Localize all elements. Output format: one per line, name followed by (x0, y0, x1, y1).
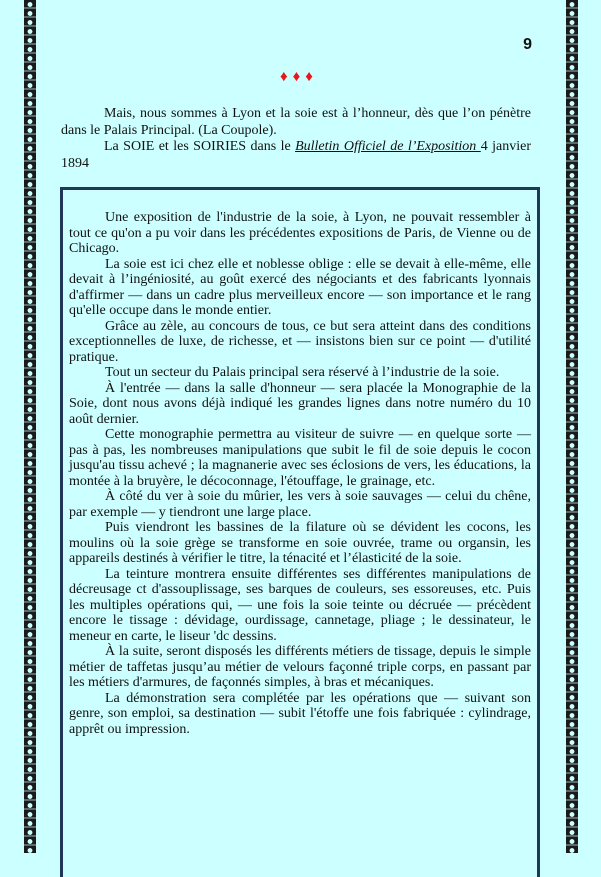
article-paragraph: La teinture montrera ensuite différentes ses différentes manipulations de décreusage ct d'assouplissage, ses barques de couleurs, ses essoreuses, etc. Puis les multiples opérations qui, — une fois la soie teinte ou décruée — précèdent encore le tissage : dévidage, ourdissage, cannetage, pliage ; le dessinateur, le meneur en carte, le liseur 'dc dessins. (69, 566, 531, 644)
intro-text (61, 106, 531, 172)
page-number: 9 (523, 36, 532, 53)
bulletin-title-link[interactable]: Bulletin Officiel de l’Exposition (295, 139, 481, 154)
article-paragraph: Grâce au zèle, au concours de tous, ce but sera atteint dans des conditions exceptionnelles de luxe, de richesse, et — insistons bien sur ce point — d'utilité pratique. (69, 318, 531, 365)
intro-source-prefix: La SOIE et les SOIRIES dans le (104, 139, 296, 154)
intro-paragraph-1: Mais, nous sommes à Lyon et la soie est à l’honneur, dès que l’on pénètre dans le Palais Principal. (La Coupole). (61, 106, 531, 138)
article-paragraph: Tout un secteur du Palais principal sera réservé à l’industrie de la soie. (105, 365, 500, 380)
article-paragraph: Une exposition de l'industrie de la soie, à Lyon, ne pouvait ressembler à tout ce qu'on a pu voir dans les précédentes expositions de Paris, de Vienne ou de Chicago. (69, 210, 531, 256)
intro-paragraph-2 (61, 139, 531, 172)
article-paragraph: À l'entrée — dans la salle d'honneur — sera placée la Monographie de la Soie, dont nous avons déjà indiqué les grandes lignes dans notre numéro du 10 août dernier. (69, 380, 531, 427)
decorative-border-left (24, 0, 36, 853)
article-paragraph: Puis viendront les bassines de la filature où se dévident les cocons, les moulins où la soie grège se transforme en soie ouvrée, trame ou organsin, les appareils destinés à vérifier le titre, la ténacité et l’élasticité de la soie. (69, 520, 531, 566)
article-paragraph: À côté du ver à soie du mûrier, les vers à soie sauvages — celui du chêne, par exemple — y tiendront une large place. (69, 489, 531, 520)
article-body (69, 210, 531, 737)
article-paragraph: À la suite, seront disposés les différents métiers de tissage, depuis le simple métier de taffetas jusqu’au métier de velours façonné triple corps, en passant par les métiers d'armures, de façonnés simples, à bras et mécaniques. (69, 644, 531, 690)
article-paragraph: Cette monographie permettra au visiteur de suivre — en quelque sorte — pas à pas, les nombreuses manipulations que subit le fil de soie depuis le cocon jusqu'au tissu achevé ; la magnanerie avec ses éclosions de vers, les éducations, la montée à la bruyère, le décoconnage, l'étouffage, le grainage, etc. (69, 427, 531, 489)
intro-source-date: 4 janvier 1894 (61, 139, 532, 171)
article-paragraph: La soie est ici chez elle et noblesse oblige : elle se devait à elle-même, elle devait à l’ingéniosité, au goût exercé des négociants et des fabricants lyonnais d'affirmer — dans un cadre plus merveilleux encore — son importance et le rang qu'elle occupe dans le monde entier. (69, 256, 531, 318)
diamond-ornament-icon: ♦♦♦ (280, 69, 318, 85)
decorative-border-right (566, 0, 578, 853)
article-paragraph: La démonstration sera complétée par les opérations que — suivant son genre, son emploi, sa destination — subit l'étoffe une fois fabriquée : cylindrage, apprêt ou impression. (69, 690, 531, 737)
